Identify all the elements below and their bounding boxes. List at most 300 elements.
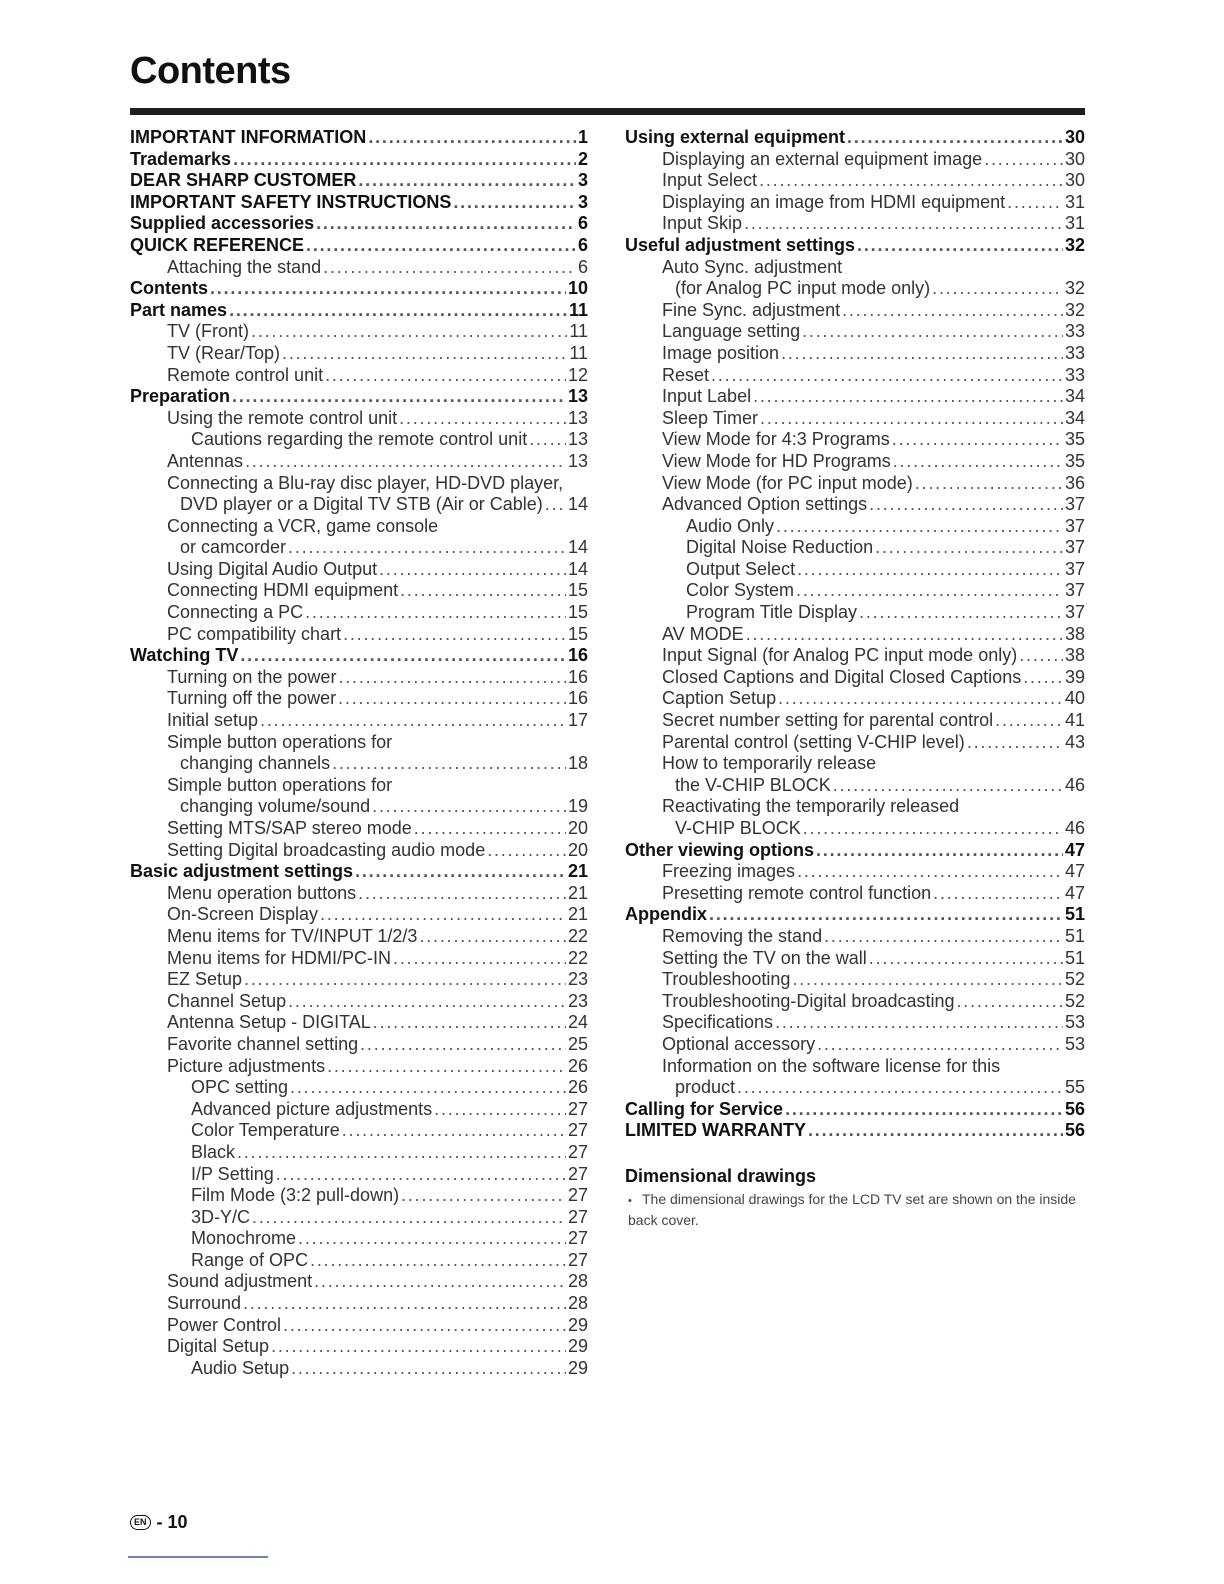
toc-dot-leader [711, 365, 1063, 387]
toc-entry-title: Remote control unit [167, 364, 324, 385]
toc-entry [130, 710, 588, 732]
toc-entry-title: Image position [662, 342, 780, 363]
toc-dot-leader [355, 861, 566, 883]
toc-entry-page: 40 [1064, 688, 1085, 709]
toc-entry-page: 21 [567, 904, 588, 925]
toc-dot-leader [338, 667, 566, 689]
toc-dot-leader [393, 948, 566, 970]
toc-dot-leader [320, 904, 566, 926]
toc-entry-page: 25 [567, 1033, 588, 1054]
toc-entry [130, 1185, 588, 1207]
toc-entry [130, 429, 588, 451]
toc-entry-title: Trademarks [130, 148, 232, 169]
toc-entry [625, 753, 1085, 775]
toc-entry-page: 18 [567, 753, 588, 774]
toc-entry [130, 796, 588, 818]
dimensional-drawings-text: The dimensional drawings for the LCD TV set are shown on the inside back cover. [628, 1191, 1076, 1228]
toc-entry-title: Presetting remote control function [662, 882, 932, 903]
toc-entry-page: 32 [1064, 278, 1085, 299]
toc-dot-leader [252, 1207, 566, 1229]
toc-dot-leader [746, 624, 1063, 646]
toc-dot-leader [399, 408, 566, 430]
toc-entry-title: Turning off the power [167, 688, 337, 709]
toc-dot-leader [338, 688, 566, 710]
toc-entry [130, 926, 588, 948]
toc-entry-title: Reset [662, 364, 710, 385]
toc-entry-page: 15 [567, 623, 588, 644]
toc-entry-page: 43 [1064, 731, 1085, 752]
toc-entry [130, 516, 588, 538]
toc-entry-page: 28 [567, 1271, 588, 1292]
toc-entry-page: 10 [567, 278, 588, 299]
toc-dot-leader [414, 818, 566, 840]
toc-entry-title: Simple button operations for [167, 731, 393, 752]
toc-dot-leader [545, 494, 566, 516]
toc-dot-leader [305, 602, 566, 624]
toc-entry [130, 991, 588, 1013]
dimensional-drawings-heading: Dimensional drawings [625, 1166, 817, 1186]
toc-entry [625, 710, 1085, 732]
toc-section-entry [625, 1120, 1085, 1142]
toc-entry-page: 32 [1064, 234, 1085, 255]
toc-entry-page: 46 [1064, 774, 1085, 795]
toc-entry-page: 41 [1064, 710, 1085, 731]
toc-entry [625, 170, 1085, 192]
toc-dot-leader [372, 796, 566, 818]
toc-entry-page: 38 [1064, 645, 1085, 666]
toc-entry-page: 26 [567, 1077, 588, 1098]
bullet-icon: • [628, 1195, 632, 1207]
toc-entry-page: 27 [567, 1249, 588, 1270]
toc-entry-title: Cautions regarding the remote control unit [191, 429, 528, 450]
toc-entry-title: Monochrome [191, 1228, 297, 1249]
toc-dot-leader [210, 278, 566, 300]
toc-entry-title: Freezing images [662, 861, 796, 882]
toc-entry-title: Optional accessory [662, 1033, 816, 1054]
page-footer [130, 1512, 188, 1533]
toc-dot-leader [487, 840, 566, 862]
toc-entry [625, 883, 1085, 905]
toc-entry-title: Useful adjustment settings [625, 234, 856, 255]
toc-dot-leader [915, 473, 1063, 495]
toc-entry-title: Sleep Timer [662, 407, 759, 428]
toc-dot-leader [797, 861, 1063, 883]
toc-entry-title: Connecting HDMI equipment [167, 580, 399, 601]
toc-dot-leader [291, 1358, 566, 1380]
toc-entry-title: Attaching the stand [167, 256, 322, 277]
toc-entry-title: changing channels [180, 753, 331, 774]
toc-entry-page: 46 [1064, 818, 1085, 838]
toc-entry-title: Picture adjustments [167, 1055, 326, 1076]
toc-entry-page: 52 [1064, 990, 1085, 1011]
toc-entry [130, 753, 588, 775]
toc-entry [625, 926, 1085, 948]
toc-entry-title: Caption Setup [662, 688, 777, 709]
toc-entry-page: 34 [1064, 407, 1085, 428]
toc-entry-page: 37 [1064, 558, 1085, 579]
toc-entry-page: 29 [567, 1357, 588, 1378]
toc-section-entry [130, 645, 588, 667]
toc-entry-page: 23 [567, 990, 588, 1011]
toc-entry-title: Appendix [625, 904, 708, 925]
toc-entry-title: IMPORTANT SAFETY INSTRUCTIONS [130, 191, 452, 212]
toc-dot-leader [778, 688, 1063, 710]
toc-entry [625, 321, 1085, 343]
toc-dot-leader [776, 516, 1063, 538]
toc-entry-page: 22 [567, 947, 588, 968]
toc-dot-leader [859, 602, 1063, 624]
toc-entry-title: How to temporarily release [662, 753, 877, 774]
toc-entry-title: Closed Captions and Digital Closed Captions [662, 666, 1022, 687]
toc-entry-page: 3 [577, 170, 588, 191]
toc-entry-title: Connecting a Blu-ray disc player, HD-DVD player, [167, 472, 564, 493]
toc-dot-leader [869, 948, 1063, 970]
toc-dot-leader [245, 451, 566, 473]
toc-entry-page: 1 [577, 127, 588, 147]
toc-entry-title: OPC setting [191, 1077, 289, 1098]
toc-entry-title: Power Control [167, 1314, 282, 1335]
toc-entry-title: Channel Setup [167, 990, 287, 1011]
toc-entry [625, 580, 1085, 602]
toc-dot-leader [824, 926, 1063, 948]
toc-entry-page: 2 [577, 148, 588, 169]
toc-dot-leader [875, 537, 1063, 559]
toc-entry-page: 11 [568, 299, 588, 320]
toc-entry-page: 28 [567, 1293, 588, 1314]
toc-entry-page: 6 [577, 234, 588, 255]
toc-entry-page: 39 [1064, 666, 1085, 687]
toc-entry [130, 1336, 588, 1358]
page-title: Contents [130, 50, 291, 92]
toc-section-entry [130, 386, 588, 408]
toc-entry [130, 732, 588, 754]
toc-dot-leader [244, 969, 566, 991]
toc-entry [625, 667, 1085, 689]
toc-entry-page: 27 [567, 1141, 588, 1162]
toc-entry-title: On-Screen Display [167, 904, 319, 925]
toc-entry-title: AV MODE [662, 623, 744, 644]
toc-entry-page: 53 [1064, 1012, 1085, 1033]
toc-dot-leader [893, 451, 1063, 473]
toc-entry-page: 13 [567, 386, 588, 407]
toc-entry-page: 32 [1064, 299, 1085, 320]
toc-dot-leader [803, 818, 1063, 840]
toc-dot-leader [775, 1012, 1063, 1034]
toc-entry-title: DVD player or a Digital TV STB (Air or Cable) [180, 494, 543, 515]
toc-entry-page: 13 [567, 429, 588, 450]
toc-entry-title: Supplied accessories [130, 213, 315, 234]
toc-section-entry [130, 300, 588, 322]
toc-entry-page: 17 [567, 710, 588, 731]
toc-entry-title: Calling for Service [625, 1098, 784, 1119]
toc-entry-title: (for Analog PC input mode only) [675, 278, 931, 299]
toc-entry-page: 14 [567, 494, 588, 515]
toc-entry [130, 688, 588, 710]
toc-entry-title: Turning on the power [167, 666, 337, 687]
toc-entry-title: Setting Digital broadcasting audio mode [167, 839, 486, 860]
toc-dot-leader [792, 969, 1063, 991]
toc-entry-title: changing volume/sound [180, 796, 371, 817]
toc-dot-leader [288, 537, 566, 559]
toc-dot-leader [358, 883, 566, 905]
toc-entry-page: 13 [567, 407, 588, 428]
toc-section-entry [625, 235, 1085, 257]
toc-dot-leader [368, 127, 576, 149]
toc-dot-leader [243, 1293, 566, 1315]
toc-dot-leader [229, 300, 567, 322]
toc-dot-leader [232, 386, 566, 408]
toc-entry-title: Connecting a VCR, game console [167, 515, 439, 536]
toc-entry-page: 16 [567, 645, 588, 666]
toc-entry-title: Troubleshooting-Digital broadcasting [662, 990, 955, 1011]
toc-entry-title: Language setting [662, 321, 801, 342]
toc-section-entry [625, 904, 1085, 926]
toc-entry [130, 365, 588, 387]
toc-entry [130, 257, 588, 279]
toc-entry [625, 343, 1085, 365]
toc-entry-title: Displaying an image from HDMI equipment [662, 191, 1006, 212]
toc-dot-leader [332, 753, 566, 775]
toc-dot-leader [857, 235, 1063, 257]
toc-entry [130, 1077, 588, 1099]
toc-dot-leader [401, 1185, 566, 1207]
toc-entry [130, 580, 588, 602]
toc-section-entry [625, 1099, 1085, 1121]
toc-dot-leader [283, 1315, 566, 1337]
toc-entry-title: TV (Front) [167, 321, 250, 342]
toc-entry-page: 3 [577, 191, 588, 212]
toc-entry [130, 494, 588, 516]
toc-entry-title: Film Mode (3:2 pull-down) [191, 1185, 400, 1206]
toc-entry-title: QUICK REFERENCE [130, 234, 305, 255]
toc-entry-page: 31 [1064, 191, 1085, 212]
toc-entry-title: Preparation [130, 386, 231, 407]
toc-dot-leader [343, 624, 566, 646]
toc-entry-title: Program Title Display [686, 602, 858, 623]
toc-dot-leader [842, 300, 1063, 322]
toc-entry-page: 35 [1064, 450, 1085, 471]
toc-dot-leader [892, 429, 1063, 451]
toc-entry-title: Setting the TV on the wall [662, 947, 867, 968]
toc-dot-leader [737, 1077, 1063, 1099]
toc-dot-leader [325, 365, 566, 387]
toc-dot-leader [323, 257, 576, 279]
toc-dot-leader [373, 1012, 566, 1034]
toc-entry [130, 321, 588, 343]
toc-dot-leader [298, 1228, 566, 1250]
toc-entry [625, 494, 1085, 516]
toc-dot-leader [288, 991, 566, 1013]
toc-entry [625, 451, 1085, 473]
toc-entry-page: 27 [567, 1098, 588, 1119]
toc-dot-leader [360, 1034, 566, 1056]
toc-dot-leader [379, 559, 566, 581]
toc-entry-title: Digital Noise Reduction [686, 537, 874, 558]
toc-entry-title: LIMITED WARRANTY [625, 1120, 806, 1141]
toc-entry-page: 34 [1064, 386, 1085, 407]
toc-right-column [625, 127, 1085, 1142]
toc-entry [130, 1164, 588, 1186]
toc-entry-page: 37 [1064, 580, 1085, 601]
toc-entry-page: 51 [1064, 925, 1085, 946]
toc-entry [625, 1077, 1085, 1099]
toc-section-entry [130, 861, 588, 883]
toc-entry [625, 537, 1085, 559]
toc-dot-leader [760, 408, 1063, 430]
toc-section-entry [130, 149, 588, 171]
toc-entry-page: 14 [567, 558, 588, 579]
toc-entry-page: 27 [567, 1120, 588, 1141]
toc-dot-leader [796, 580, 1063, 602]
toc-dot-leader [529, 429, 566, 451]
toc-entry [625, 624, 1085, 646]
toc-entry [625, 991, 1085, 1013]
toc-dot-leader [358, 170, 576, 192]
toc-dot-leader [785, 1099, 1063, 1121]
toc-entry [130, 602, 588, 624]
toc-entry-title: Advanced Option settings [662, 494, 868, 515]
toc-entry [625, 408, 1085, 430]
toc-entry-title: Connecting a PC [167, 602, 304, 623]
toc-entry-page: 6 [577, 256, 588, 277]
toc-entry-title: Antenna Setup - DIGITAL [167, 1012, 371, 1033]
toc-dot-leader [781, 343, 1063, 365]
toc-entry-title: Surround [167, 1293, 242, 1314]
toc-entry-page: 37 [1064, 494, 1085, 515]
toc-entry [130, 1271, 588, 1293]
toc-dot-leader [847, 127, 1063, 149]
toc-entry [130, 904, 588, 926]
toc-entry-page: 23 [567, 969, 588, 990]
toc-entry [130, 969, 588, 991]
toc-entry-title: product [675, 1077, 736, 1098]
toc-entry [625, 300, 1085, 322]
toc-section-entry [130, 192, 588, 214]
toc-entry-title: View Mode for HD Programs [662, 450, 891, 471]
toc-dot-leader [327, 1056, 566, 1078]
toc-entry-page: 27 [567, 1228, 588, 1249]
toc-entry-page: 56 [1064, 1098, 1085, 1119]
toc-dot-leader [434, 1099, 566, 1121]
toc-entry-title: View Mode for 4:3 Programs [662, 429, 890, 450]
toc-entry-title: the V-CHIP BLOCK [675, 774, 831, 795]
toc-section-entry [625, 840, 1085, 862]
toc-dot-leader [314, 1271, 566, 1293]
toc-entry-page: 16 [567, 688, 588, 709]
dimensional-drawings-note [628, 1190, 1088, 1230]
toc-entry-title: Displaying an external equipment image [662, 148, 983, 169]
toc-section-entry [625, 127, 1085, 149]
toc-entry [130, 775, 588, 797]
toc-entry-title: Using the remote control unit [167, 407, 398, 428]
toc-entry [130, 948, 588, 970]
toc-entry-page: 31 [1064, 213, 1085, 234]
toc-entry-page: 51 [1064, 947, 1085, 968]
toc-entry-page: 26 [567, 1055, 588, 1076]
toc-dot-leader [290, 1077, 566, 1099]
toc-dot-leader [808, 1120, 1063, 1142]
toc-entry [130, 883, 588, 905]
title-rule [130, 108, 1085, 115]
toc-entry [130, 667, 588, 689]
page-number: - 10 [156, 1512, 188, 1532]
toc-entry-title: Menu items for TV/INPUT 1/2/3 [167, 925, 418, 946]
toc-entry-title: Simple button operations for [167, 774, 393, 795]
toc-dot-leader [995, 710, 1063, 732]
toc-entry-title: Advanced picture adjustments [191, 1098, 433, 1119]
toc-dot-leader [310, 1250, 566, 1272]
toc-entry-title: Audio Only [686, 515, 775, 536]
toc-dot-leader [251, 321, 567, 343]
language-badge-icon: EN [130, 1515, 151, 1530]
toc-entry [625, 948, 1085, 970]
toc-section-entry [130, 235, 588, 257]
toc-dot-leader [1007, 192, 1063, 214]
toc-entry-page: 29 [567, 1314, 588, 1335]
toc-entry-page: 30 [1064, 148, 1085, 169]
toc-entry-title: Fine Sync. adjustment [662, 299, 841, 320]
toc-entry-page: 22 [567, 925, 588, 946]
toc-dot-leader [744, 213, 1063, 235]
toc-entry [130, 1120, 588, 1142]
toc-dot-leader [759, 170, 1063, 192]
toc-entry-title: Menu items for HDMI/PC-IN [167, 947, 392, 968]
toc-entry-title: Color System [686, 580, 795, 601]
toc-section-entry [130, 213, 588, 235]
toc-entry-title: Using Digital Audio Output [167, 558, 378, 579]
toc-dot-leader [260, 710, 566, 732]
toc-entry-page: 15 [567, 602, 588, 623]
toc-entry [130, 1293, 588, 1315]
toc-entry-title: Specifications [662, 1012, 774, 1033]
toc-entry-title: Favorite channel setting [167, 1033, 359, 1054]
toc-entry-page: 55 [1064, 1077, 1085, 1098]
toc-entry-title: Range of OPC [191, 1249, 309, 1270]
toc-entry-page: 37 [1064, 537, 1085, 558]
toc-entry-page: 37 [1064, 515, 1085, 536]
toc-entry-page: 27 [567, 1163, 588, 1184]
toc-entry [625, 365, 1085, 387]
toc-entry-page: 38 [1064, 623, 1085, 644]
toc-entry-page: 21 [567, 861, 588, 882]
toc-entry-page: 33 [1064, 364, 1085, 385]
toc-entry-title: Watching TV [130, 645, 239, 666]
toc-entry [625, 192, 1085, 214]
toc-entry [625, 149, 1085, 171]
toc-entry-title: Input Select [662, 170, 758, 191]
toc-entry [130, 1315, 588, 1337]
toc-entry-title: Sound adjustment [167, 1271, 313, 1292]
toc-entry-page: 47 [1064, 882, 1085, 903]
toc-entry-page: 53 [1064, 1033, 1085, 1054]
toc-dot-leader [240, 645, 566, 667]
toc-dot-leader [453, 192, 576, 214]
toc-entry-page: 11 [569, 342, 588, 363]
toc-dot-leader [1023, 667, 1063, 689]
toc-entry [625, 257, 1085, 279]
toc-entry-title: Basic adjustment settings [130, 861, 354, 882]
toc-entry-title: View Mode (for PC input mode) [662, 472, 913, 493]
toc-dot-leader [984, 149, 1063, 171]
toc-entry [625, 429, 1085, 451]
toc-entry-page: 29 [567, 1336, 588, 1357]
toc-entry-page: 47 [1064, 839, 1085, 860]
toc-dot-leader [709, 904, 1063, 926]
toc-entry-title: Part names [130, 299, 228, 320]
toc-entry-title: Information on the software license for this [662, 1055, 1001, 1076]
toc-entry [130, 473, 588, 495]
toc-entry-title: Color Temperature [191, 1120, 340, 1141]
